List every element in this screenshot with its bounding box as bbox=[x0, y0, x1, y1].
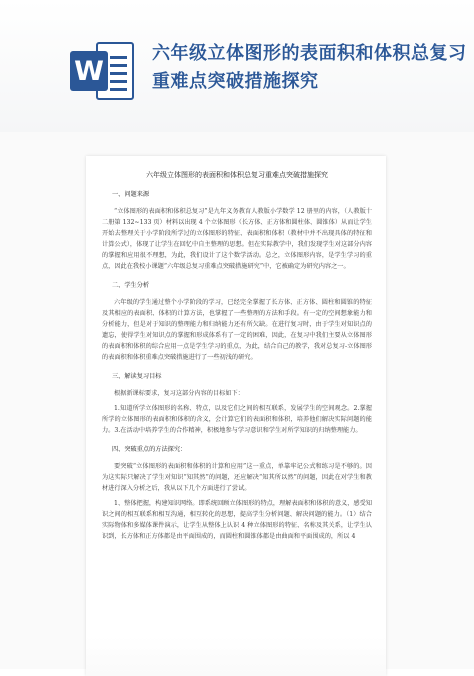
section-heading: 二、学生分析 bbox=[112, 282, 150, 289]
section-paragraph: 1、整体把握，构建知识网络。即系统回顾立体图形的特点，理解表面积和体积的意义，感受知识之间的相互联系和相互沟通，相互转化的思想，提高学生分析问题、解决问题的能力。（1）结合实际物体和多媒体课件演示，让学生从整体上认识 4 种立体图形的特征、名称及其关系，让学生认识到，长方体和正方体都是由平面围成的，而圆柱和圆锥体都是由曲面和平面围成的，所以 4 bbox=[102, 500, 372, 540]
section-heading: 三、解读复习目标 bbox=[112, 373, 162, 380]
section-heading: 四、突破重点的方法探究： bbox=[112, 446, 187, 453]
section-heading: 一、问题来源 bbox=[112, 191, 150, 198]
section-paragraph: 根据新课标要求，复习这部分内容的目标如下： bbox=[114, 390, 244, 397]
word-document-icon bbox=[70, 42, 134, 100]
page-fade bbox=[86, 636, 386, 676]
header-banner bbox=[0, 0, 474, 132]
section-paragraph: 1.知道所学立体图形的名称、特点，以及它们之间的相互联系，发展学生的空间观念。2.掌握所学的立体图形的表面积和体积的含义，会计算它们的表面积和体积，培养他们解决实际问题的能力。3.在活动中培养学生的合作精神，积极地参与学习意识和学生对所学知识的归纳整理能力。 bbox=[102, 405, 372, 434]
document-preview[interactable] bbox=[0, 132, 474, 669]
section-paragraph: “立体图形的表面积和体积总复习”是九年义务教育人教版小学数学 12 册里的内容，（人教版十二册第 132~133 页）材料以出现 4 个立体图形（长方体、正方体和圆柱体、圆锥体）从而让学生开始去整理关于小学阶段所学过的立体图形的特征、表面积和体积（教材中并不出现具体的特征和计算公式），体现了让学生在回忆中自主整理的思想。但在实际教学中，我们发现学生对这部分内容的掌握和应用很不理想，为此，我们设计了这个数学活动。总之，立体图形内容，是学生学习的重点，因此在我校小课题“六年级总复习重难点突破措施研究”中，它被确定为研究内容之一。 bbox=[102, 208, 372, 270]
document-page bbox=[86, 156, 386, 676]
document-title: 六年级立体图形的表面积和体积总复习重难点突破措施探究 bbox=[146, 171, 328, 179]
section-paragraph: 要突破“立体图形的表面积和体积的计算和应用”这一重点，单靠牢记公式和练习是不够的。因为这实际只解决了学生对知识“知其然”的问题，还应解决“知其所以然”的问题，因此在对学生和教材进行深入分析之后，我从以下几个方面进行了尝试。 bbox=[102, 463, 372, 492]
page-title: 六年级立体图形的表面积和体积总复习重难点突破措施探究 bbox=[152, 43, 467, 92]
word-badge: W bbox=[70, 51, 108, 91]
section-paragraph: 六年级的学生通过整个小学阶段的学习，已经完全掌握了长方体、正方体、圆柱和圆锥的特征及其相应的表面积、体积的计算方法，也掌握了一些整理的方法和手段。有一定的空间想象能力和分析能力，但是对于知识的整理能力和归纳能力还有所欠缺。在进行复习时，由于学生对知识点的遗忘，使得学生对知识点的掌握和形成体系有了一定的困难，因此，在复习中我们主要从立体图形的表面积和体积的综合应用一点是学生学习的重点，为此，结合自己的教学，我对总复习-立体图形的表面积和体积重难点突破措施进行了一些初浅的研究。 bbox=[102, 299, 372, 361]
